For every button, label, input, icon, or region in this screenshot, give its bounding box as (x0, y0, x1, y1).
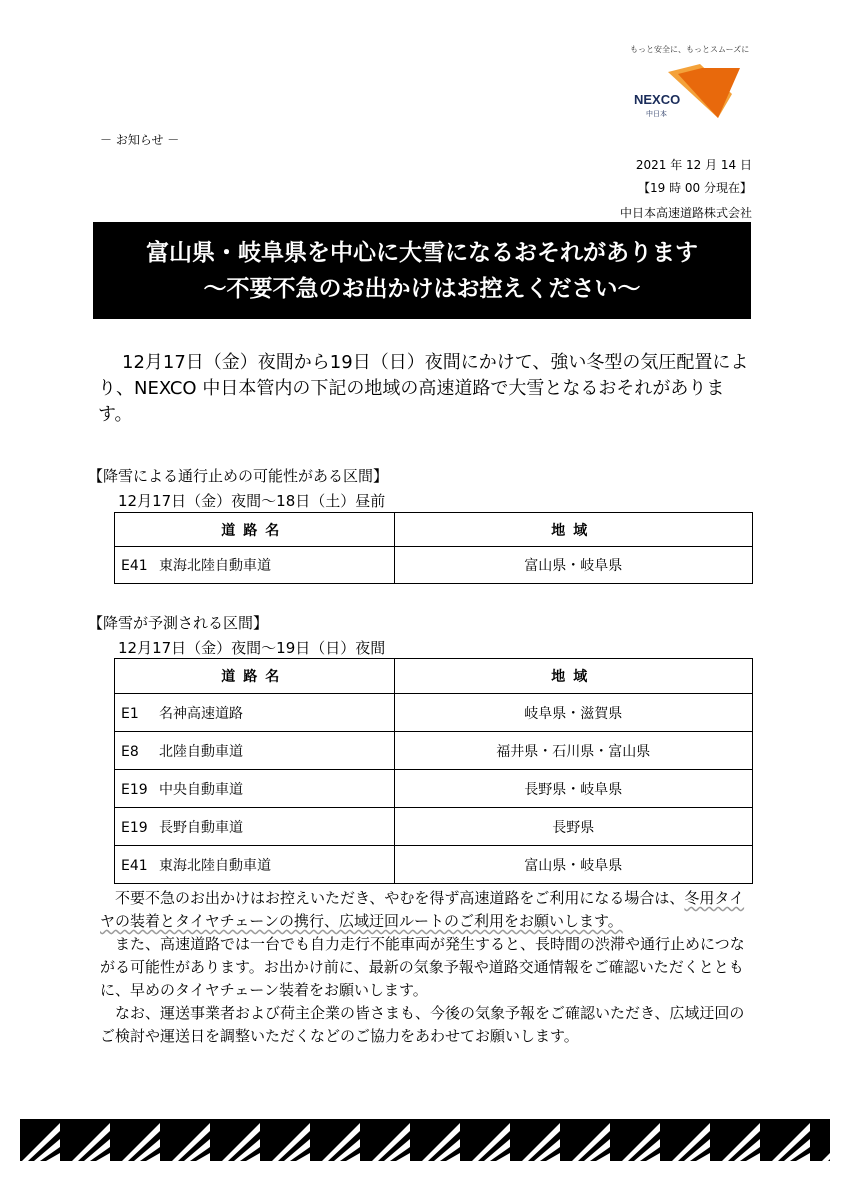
road-code: E19 (121, 819, 148, 836)
road-code: E1 (121, 705, 139, 722)
col-road-header: 道路名 (115, 513, 395, 547)
section1-period: 12月17日（金）夜間～18日（土）昼前 (118, 492, 386, 510)
footer-pattern-fill (20, 1119, 830, 1161)
table-row (115, 770, 753, 808)
col-area-header: 地域 (394, 513, 752, 547)
table-row (115, 846, 753, 884)
title-line-1: 富山県・岐阜県を中心に大雪になるおそれがあります (146, 239, 698, 266)
area-cell: 福井県・石川県・富山県 (394, 732, 752, 770)
road-cell (115, 732, 395, 770)
area-cell: 長野県 (394, 808, 752, 846)
body-p1-emphasis: 冬用タイヤの装着とタイヤチェーンの携行、広域迂回ルートのご利用をお願いします。 (100, 889, 745, 930)
section2-period: 12月17日（金）夜間～19日（日）夜間 (118, 639, 386, 657)
road-cell (115, 770, 395, 808)
section1-table (114, 512, 753, 584)
body-text (100, 887, 756, 1048)
release-date: 2021 年 12 月 14 日 (635, 158, 752, 172)
table-header-row (115, 659, 753, 694)
lead-paragraph (98, 350, 758, 428)
col-area-header: 地域 (394, 659, 752, 694)
table-header-row (115, 513, 753, 547)
nexco-logo (632, 60, 744, 122)
logo-subtext: 中日本 (646, 110, 667, 118)
area-cell: 富山県・岐阜県 (394, 547, 752, 584)
tagline: もっと安全に、もっとスムーズに (630, 45, 750, 54)
road-code: E19 (121, 781, 148, 798)
notice-label: － お知らせ － (100, 133, 180, 147)
logo-text: NEXCO (634, 92, 681, 107)
road-name: 名神高速道路 (159, 705, 243, 722)
section2-table (114, 658, 753, 884)
title-line-2: ～不要不急のお出かけはお控えください～ (203, 275, 641, 302)
road-code: E41 (121, 558, 148, 574)
body-paragraph-1 (100, 887, 756, 933)
area-cell: 岐阜県・滋賀県 (394, 694, 752, 732)
section1-title: 【降雪による通行止めの可能性がある区間】 (88, 467, 389, 485)
road-name: 中央自動車道 (159, 781, 243, 798)
table-row (115, 547, 753, 584)
road-code: E8 (121, 743, 139, 760)
lead-text: 12月17日（金）夜間から19日（日）夜間にかけて、強い冬型の気圧配置により、NEXCO 中日本管内の下記の地域の高速道路で大雪となるおそれがあります。 (98, 352, 749, 425)
road-cell (115, 694, 395, 732)
road-cell (115, 846, 395, 884)
road-name: 北陸自動車道 (159, 743, 243, 760)
section2-title: 【降雪が予測される区間】 (88, 614, 269, 632)
area-cell: 富山県・岐阜県 (394, 846, 752, 884)
table-row (115, 732, 753, 770)
road-cell (115, 808, 395, 846)
road-name: 東海北陸自動車道 (159, 857, 271, 874)
company-name: 中日本高速道路株式会社 (619, 206, 752, 220)
body-p1-text: 不要不急のお出かけはお控えいただき、やむを得ず高速道路をご利用になる場合は、 (115, 889, 685, 907)
body-paragraph-3: なお、運送事業者および荷主企業の皆さまも、今後の気象予報をご確認いただき、広域迂回のご検討や運送日を調整いただくなどのご協力をあわせてお願いします。 (100, 1004, 745, 1045)
body-paragraph-2: また、高速道路では一台でも自力走行不能車両が発生すると、長時間の渋滞や通行止めにつながる可能性があります。お出かけ前に、最新の気象予報や道路交通情報をご確認いただくとともに、早めのタイヤチェーン装着をお願いします。 (100, 935, 745, 999)
table-row (115, 808, 753, 846)
road-cell (115, 547, 395, 584)
area-cell: 長野県・岐阜県 (394, 770, 752, 808)
footer-pattern (20, 1119, 830, 1161)
as-of-time: 【19 時 00 分現在】 (638, 181, 752, 195)
table-row (115, 694, 753, 732)
road-name: 長野自動車道 (159, 819, 243, 836)
road-code: E41 (121, 857, 148, 874)
col-road-header: 道路名 (115, 659, 395, 694)
title-banner (93, 222, 751, 319)
road-name: 東海北陸自動車道 (159, 558, 271, 574)
